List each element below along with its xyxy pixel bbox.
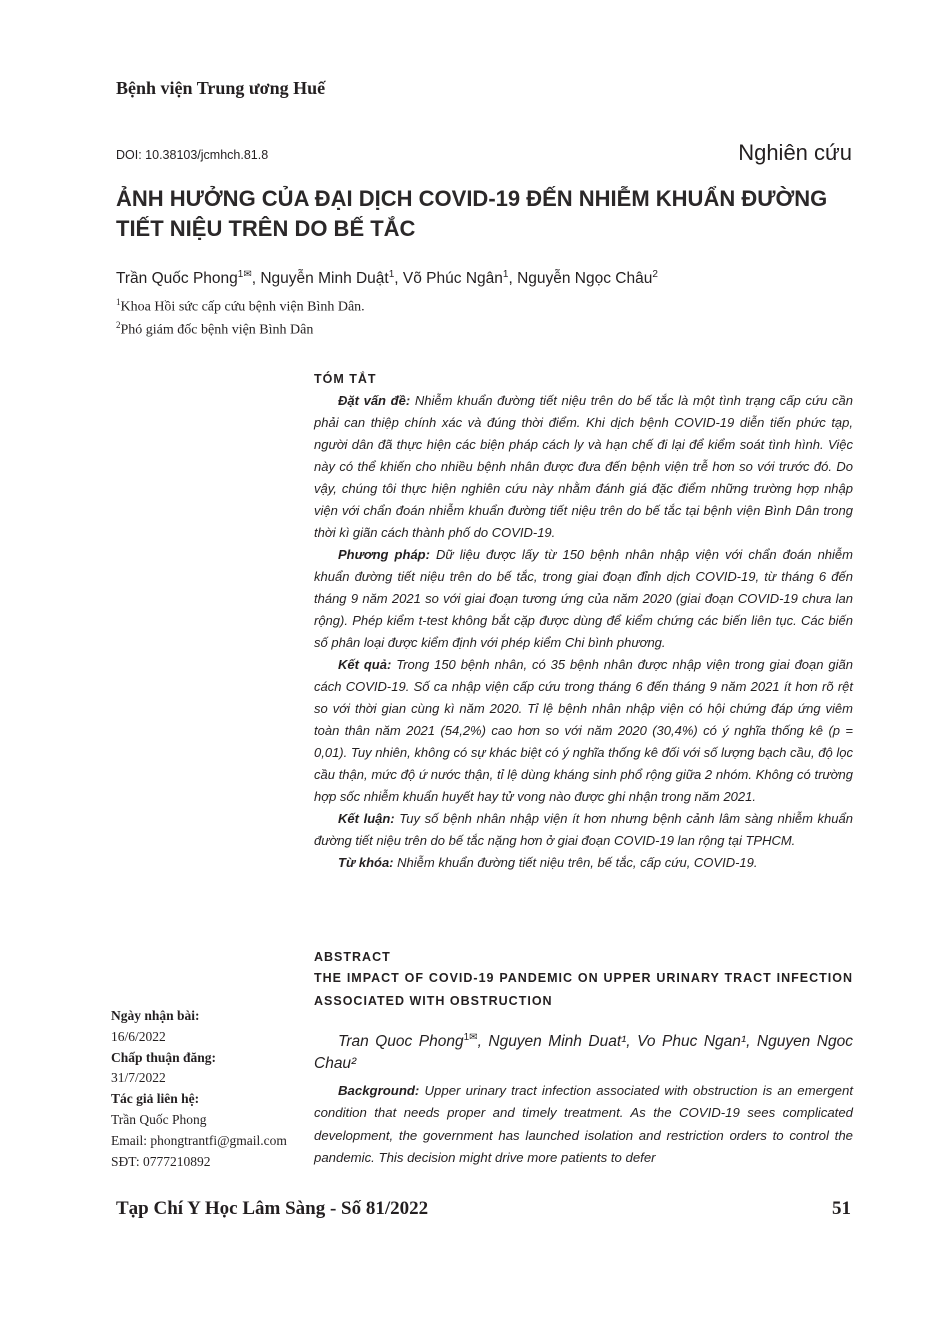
accepted-label: Chấp thuận đăng: — [111, 1049, 217, 1065]
vn-background — [314, 390, 853, 544]
affiliation-1 — [116, 297, 365, 316]
en-authors-rest: , Nguyen Minh Duat¹, Vo Phuc Ngan¹, Nguyen Ngoc Chau² — [314, 1033, 853, 1073]
affiliation-sup: 2 — [116, 320, 121, 330]
contact-email: Email: phongtrantfi@gmail.com — [111, 1132, 287, 1148]
vn-methods-label: Phương pháp: — [338, 547, 430, 562]
en-abstract-heading: ABSTRACT — [314, 950, 391, 964]
contact-phone: SĐT: 0777210892 — [111, 1153, 211, 1169]
affiliation-text: Phó giám đốc bệnh viện Bình Dân — [120, 322, 314, 338]
vn-abstract-heading: TÓM TẮT — [314, 372, 377, 386]
author-list: Trần Quốc Phong$^{1✉}$, Nguyễn Minh Duật$^1$, Võ Phúc Ngân$^1$, Nguyễn Ngọc Châu$^2$ — [116, 269, 658, 288]
footer-journal: Tạp Chí Y Học Lâm Sàng - Số 81/2022 — [116, 1198, 429, 1219]
vn-keywords-text: Nhiễm khuẩn đường tiết niệu trên, bế tắc, cấp cứu, COVID-19. — [397, 855, 758, 870]
vn-methods-text: Dữ liệu được lấy từ 150 bệnh nhân nhập viện với chẩn đoán nhiễm khuẩn đường tiết niệu trên do bế tắc, trong giai đoạn đỉnh dịch COVID-19, từ tháng 6 đến tháng 9 năm 2021 so với giai đoạn tương ứng của năm 2020 (giai đoạn COVID-19 chưa lan rộng). Phép kiểm t-test không bắt cặp được dùng để kiểm chứng các biến liên tục. Các biến số phân loại được kiểm định với phép kiểm Chi bình phương. — [314, 547, 853, 650]
received-label: Ngày nhận bài: — [111, 1008, 200, 1023]
journal-header: Bệnh viện Trung ương Huế — [116, 78, 326, 98]
vn-methods — [314, 544, 853, 654]
vn-abstract — [314, 372, 853, 874]
vn-conclusion-label: Kết luận: — [338, 811, 395, 826]
contact-label: Tác giả liên hệ: — [111, 1091, 200, 1107]
author-name: Nguyễn Ngọc Châu — [517, 270, 653, 288]
doi: DOI: 10.38103/jcmhch.81.8 — [116, 148, 269, 162]
author-sup: 1 — [502, 269, 509, 280]
vn-background-label: Đặt vấn đề: — [338, 393, 411, 408]
en-background-text: Upper urinary tract infection associated with obstruction is an emergent condition that needs proper and timely treatment. As the COVID-19 sees complicated development, the government has launched isolation and restriction orders to control the pandemic. This decision might drive more patients to defer — [314, 1083, 853, 1166]
article-title: ẢNH HƯỞNG CỦA ĐẠI DỊCH COVID-19 ĐẾN NHIỄM KHUẨN ĐƯỜNG TIẾT NIỆU TRÊN DO BẾ TẮC — [116, 186, 828, 241]
page-number: 51 — [832, 1198, 851, 1219]
author-sup: 2 — [652, 269, 658, 280]
vn-keywords — [314, 852, 853, 874]
vn-background-text: Nhiễm khuẩn đường tiết niệu trên do bế tắc là một tình trạng cấp cứu cần phải can thiệp chính xác và đúng thời điểm. Khi dịch bệnh COVID-19 diễn tiến phức tạp, người dân đã thực hiện các biện pháp cách ly và hạn chế đi lại để kiểm soát tình hình. Việc này có thể khiến cho nhiều bệnh nhân được đưa đến bệnh viện trễ hơn so với trước đó. Do vậy, chúng tôi thực hiện nghiên cứu này nhằm đánh giá đặc điểm những trường hợp nhập viện với chẩn đoán nhiễm khuẩn đường tiết niệu trên do bế tắc tại bệnh viện Bình Dân trong thời kì giãn cách thành phố do COVID-19. — [314, 393, 853, 540]
article-info-sidebar — [111, 1006, 311, 1172]
affiliation-text: Khoa Hồi sức cấp cứu bệnh viện Bình Dân. — [120, 299, 365, 315]
author-name: Nguyễn Minh Duật — [260, 270, 389, 288]
received-date: 16/6/2022 — [111, 1028, 166, 1044]
article-category: Nghiên cứu — [738, 140, 852, 165]
author-sup: 1✉ — [237, 269, 252, 280]
vn-keywords-label: Từ khóa: — [338, 855, 394, 870]
author-sup: 1 — [388, 269, 395, 280]
en-title: THE IMPACT OF COVID-19 PANDEMIC ON UPPER URINARY TRACT INFECTION ASSOCIATED WITH OBSTRUCTION — [314, 971, 853, 1008]
affiliation-sup: 1 — [116, 297, 121, 307]
en-background-label: Background: — [338, 1083, 420, 1099]
en-background — [314, 1080, 853, 1169]
contact-name: Trần Quốc Phong — [111, 1111, 207, 1127]
en-authors — [314, 1027, 853, 1075]
author-name: Võ Phúc Ngân — [402, 270, 503, 288]
en-abstract — [314, 950, 853, 1169]
en-author-sup: 1✉ — [463, 1032, 478, 1043]
author-name: Trần Quốc Phong — [116, 270, 238, 288]
vn-results-label: Kết quả: — [338, 657, 392, 672]
affiliation-2 — [116, 320, 313, 339]
accepted-date: 31/7/2022 — [111, 1070, 166, 1086]
vn-results-text: Trong 150 bệnh nhân, có 35 bệnh nhân được nhập viện trong giai đoạn giãn cách COVID-19. Số ca nhập viện cấp cứu trong tháng 6 đến tháng 9 năm 2021 ít hơn rõ rệt so với thời gian cùng kì năm 2020. Tỉ lệ bệnh nhân nhập viện có hội chứng đáp ứng viêm toàn thân năm 2021 (54,2%) cao hơn so với năm 2020 (30,4%) có ý nghĩa thống kê (p = 0,01). Tuy nhiên, không có sự khác biệt có ý nghĩa thống kê đối với số lượng bạch cầu, độ lọc cầu thận, mức độ ứ nước thận, tỉ lệ dùng kháng sinh phổ rộng giữa 2 nhóm. Không có trường hợp sốc nhiễm khuẩn huyết hay tử vong nào được ghi nhận trong năm 2021. — [314, 657, 853, 804]
vn-conclusion-text: Tuy số bệnh nhân nhập viện ít hơn nhưng bệnh cảnh lâm sàng nhiễm khuẩn đường tiết niệu trên do bế tắc nặng hơn ở giai đoạn COVID-19 lan rộng tại TPHCM. — [314, 811, 853, 848]
vn-conclusion — [314, 808, 853, 852]
vn-results — [314, 654, 853, 808]
en-author-first: Tran Quoc Phong — [338, 1033, 464, 1051]
